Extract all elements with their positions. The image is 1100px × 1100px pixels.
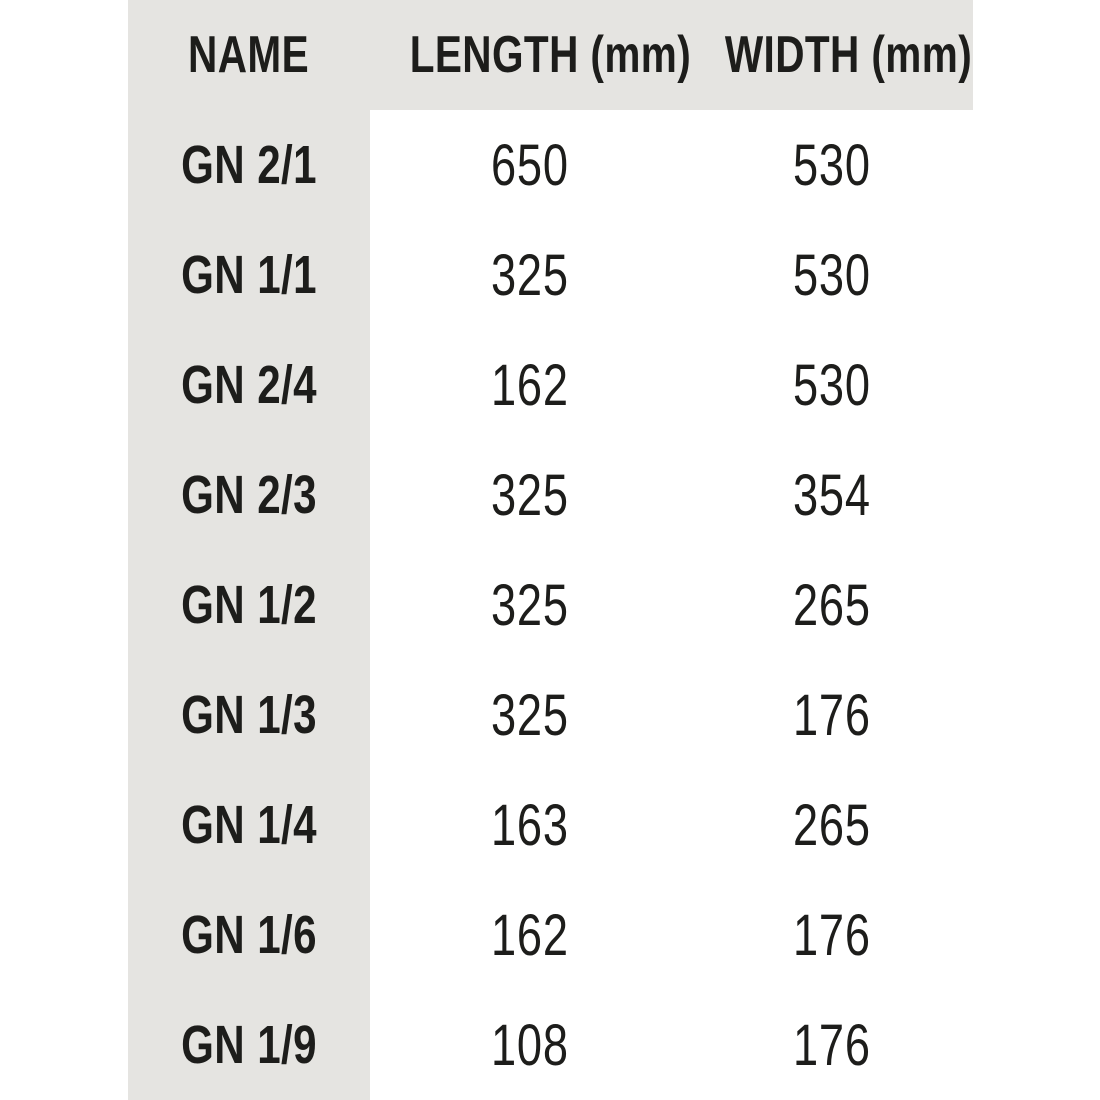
column-header-name-label: NAME [188,26,310,84]
column-header-width-label: WIDTH (mm) [724,26,973,84]
row-length-value: 162 [491,902,569,968]
cell-width [690,1012,973,1079]
table-row [0,220,1100,330]
column-header-length-label: LENGTH (mm) [409,26,692,84]
row-length-value: 108 [491,1012,569,1078]
cell-length [370,462,690,529]
table-row [0,770,1100,880]
cell-width [690,572,973,639]
cell-width [690,462,973,529]
cell-length [370,682,690,749]
row-width-value: 530 [792,242,871,308]
table-row [0,880,1100,990]
row-width-value: 265 [792,572,871,638]
table-row [0,990,1100,1100]
header-row [0,0,1100,110]
cell-length [370,792,690,859]
row-length-value: 163 [491,792,569,858]
cell-name [128,904,370,966]
cell-length [370,572,690,639]
cell-length [370,242,690,309]
table-row [0,550,1100,660]
row-name-value: GN 1/2 [181,575,317,635]
row-length-value: 162 [491,352,569,418]
table-row [0,440,1100,550]
table-row [0,660,1100,770]
row-width-value: 176 [792,1012,871,1078]
column-header-name [128,25,370,85]
row-length-value: 325 [491,682,569,748]
row-length-value: 650 [491,132,569,198]
cell-length [370,352,690,419]
row-name-value: GN 1/9 [181,1015,317,1075]
row-name-value: GN 2/3 [181,465,317,525]
row-name-value: GN 1/1 [181,245,317,305]
cell-length [370,902,690,969]
row-width-value: 530 [792,132,871,198]
row-length-value: 325 [491,572,569,638]
cell-width [690,682,973,749]
cell-name [128,574,370,636]
row-name-value: GN 2/1 [181,135,317,195]
row-width-value: 530 [792,352,871,418]
row-width-value: 176 [792,682,871,748]
row-width-value: 354 [792,462,871,528]
row-name-value: GN 2/4 [181,355,317,415]
cell-name [128,794,370,856]
row-width-value: 176 [792,902,871,968]
column-header-length [370,25,690,85]
table-row [0,110,1100,220]
cell-name [128,134,370,196]
row-width-value: 265 [792,792,871,858]
cell-name [128,684,370,746]
cell-width [690,242,973,309]
cell-length [370,132,690,199]
cell-width [690,352,973,419]
row-name-value: GN 1/3 [181,685,317,745]
row-name-value: GN 1/4 [181,795,317,855]
cell-name [128,354,370,416]
cell-name [128,1014,370,1076]
cell-name [128,464,370,526]
cell-width [690,902,973,969]
table-row [0,330,1100,440]
row-length-value: 325 [491,242,569,308]
row-name-value: GN 1/6 [181,905,317,965]
cell-width [690,792,973,859]
cell-length [370,1012,690,1079]
column-header-width [690,25,973,85]
row-length-value: 325 [491,462,569,528]
cell-width [690,132,973,199]
cell-name [128,244,370,306]
